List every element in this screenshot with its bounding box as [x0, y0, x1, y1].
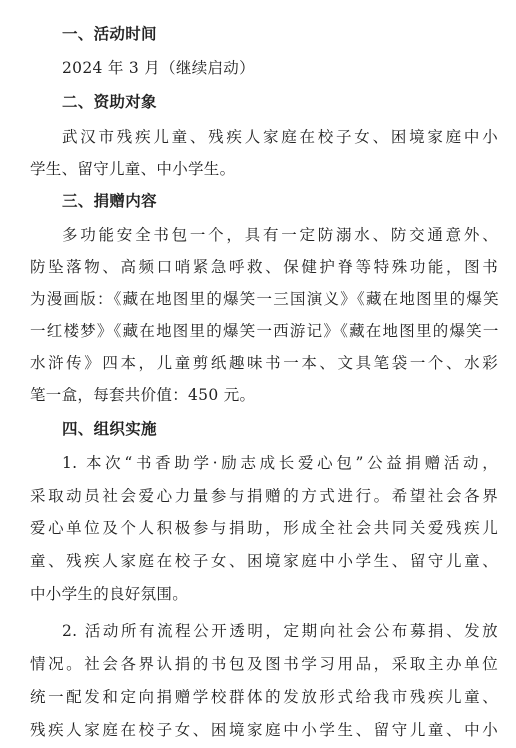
paragraph-line: 童、残疾人家庭在校子女、困境家庭中小学生、留守儿童、: [30, 552, 498, 570]
paragraph-line: 为漫画版：《藏在地图里的爆笑一三国演义》《藏在地图里的爆笑: [30, 290, 498, 308]
paragraph-line: 一红楼梦》《藏在地图里的爆笑一西游记》《藏在地图里的爆笑一: [30, 322, 498, 340]
paragraph-line: 1. 本次“书香助学·励志成长爱心包”公益捐赠活动，: [62, 454, 498, 472]
section-heading-activity-time: 一、活动时间: [62, 25, 157, 43]
paragraph-line: 2. 活动所有流程公开透明，定期向社会公布募捐、发放: [62, 622, 498, 640]
paragraph-line: 武汉市残疾儿童、残疾人家庭在校子女、困境家庭中小: [62, 128, 498, 146]
paragraph-line: 爱心单位及个人积极参与捐助，形成全社会共同关爱残疾儿: [30, 519, 498, 537]
paragraph-line: 中小学生的良好氛围。: [30, 585, 189, 603]
paragraph-line: 残疾人家庭在校子女、困境家庭中小学生、留守儿童、中小: [30, 721, 498, 739]
paragraph-line: 笔一盒，每套共价值：450 元。: [30, 386, 256, 404]
paragraph-line: 学生、留守儿童、中小学生。: [30, 160, 236, 178]
paragraph-line: 防坠落物、高频口哨紧急呼救、保健护脊等特殊功能，图书: [30, 258, 498, 276]
section-heading-donation-content: 三、捐赠内容: [62, 192, 157, 210]
paragraph-line: 统一配发和定向捐赠学校群体的发放形式给我市残疾儿童、: [30, 688, 498, 706]
section-heading-beneficiaries: 二、资助对象: [62, 93, 157, 111]
paragraph-line: 多功能安全书包一个，具有一定防溺水、防交通意外、: [62, 226, 498, 244]
paragraph-line: 采取动员社会爱心力量参与捐赠的方式进行。希望社会各界: [30, 487, 498, 505]
paragraph-line: 2024 年 3 月（继续启动）: [62, 59, 255, 77]
paragraph-line: 情况。社会各界认捐的书包及图书学习用品，采取主办单位: [30, 655, 498, 673]
paragraph-line: 水浒传》四本，儿童剪纸趣味书一本、文具笔袋一个、水彩: [30, 354, 498, 372]
section-heading-implementation: 四、组织实施: [62, 420, 157, 438]
